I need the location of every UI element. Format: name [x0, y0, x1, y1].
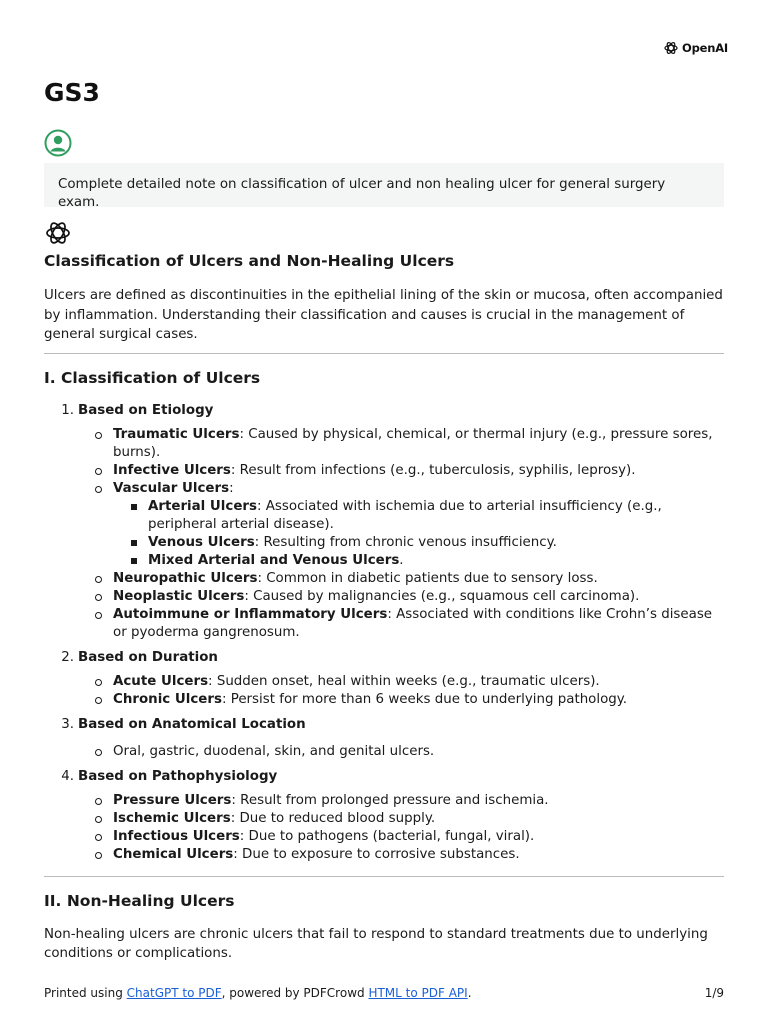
item-term: Traumatic Ulcers — [113, 426, 240, 442]
item-term: Infective Ulcers — [113, 462, 231, 478]
item-desc: : Caused by physical, chemical, or thermal injury (e.g., pressure sores, burns). — [113, 426, 713, 460]
item-desc: : — [229, 480, 234, 496]
non-healing-intro: Non-healing ulcers are chronic ulcers that fail to respond to standard treatments due to underlying conditions or complications. — [44, 926, 708, 961]
item-term: Neuropathic Ulcers — [113, 570, 258, 586]
list-item — [113, 691, 724, 709]
item-desc: : Due to reduced blood supply. — [230, 810, 436, 826]
footer-middle: , powered by PDFCrowd — [221, 986, 369, 1000]
divider — [44, 353, 724, 354]
divider — [44, 876, 724, 877]
list-item — [113, 606, 724, 642]
list-item — [113, 846, 724, 864]
pathophysiology-list — [44, 792, 724, 864]
item-desc: : Resulting from chronic venous insufficiency. — [254, 534, 557, 550]
print-footer — [44, 986, 724, 1000]
list-number: 1. — [61, 402, 74, 418]
footer-suffix: . — [467, 986, 472, 1000]
html-to-pdf-api-link[interactable]: HTML to PDF API — [368, 986, 468, 1000]
item-term: Infectious Ulcers — [113, 828, 240, 844]
item-desc: : Common in diabetic patients due to sensory loss. — [257, 570, 598, 586]
item-desc: : Due to pathogens (bacterial, fungal, viral). — [239, 828, 535, 844]
item-term: Autoimmune or Inflammatory Ulcers — [113, 606, 388, 622]
item-term: Vascular Ulcers — [113, 480, 230, 496]
user-prompt — [44, 163, 724, 210]
item-desc: : Persist for more than 6 weeks due to underlying pathology. — [221, 691, 628, 707]
item-term: Ischemic Ulcers — [113, 810, 231, 826]
footer-credit — [44, 986, 472, 1000]
item-term: Chemical Ulcers — [113, 846, 234, 862]
item-desc: : Caused by malignancies (e.g., squamous cell carcinoma). — [244, 588, 640, 604]
item-desc: : Result from prolonged pressure and ischemia. — [231, 792, 549, 808]
item-desc: . — [399, 552, 404, 568]
item-term: Arterial Ulcers — [148, 498, 257, 514]
list-item-label: Based on Anatomical Location — [78, 716, 306, 732]
item-term: Chronic Ulcers — [113, 691, 222, 707]
list-item — [113, 426, 724, 462]
user-prompt-text: Complete detailed note on classification of ulcer and non healing ulcer for general surgery exam. — [58, 177, 666, 210]
list-item — [148, 498, 724, 534]
item-term: Mixed Arterial and Venous Ulcers — [148, 552, 400, 568]
list-item — [148, 534, 724, 552]
item-term: Neoplastic Ulcers — [113, 588, 245, 604]
item-desc: : Associated with ischemia due to arterial insufficiency (e.g., peripheral arterial disease). — [148, 498, 662, 532]
response-heading: Classification of Ulcers and Non-Healing Ulcers — [44, 252, 455, 270]
list-number: 2. — [61, 649, 74, 665]
response-intro: Ulcers are defined as discontinuities in the epithelial lining of the skin or mucosa, often accompanied by inflammation. Understanding their classification and causes is crucial in the management of general surgical cases. — [44, 288, 723, 342]
footer-prefix: Printed using — [44, 986, 127, 1000]
vascular-sublist — [113, 498, 724, 570]
list-item — [113, 588, 724, 606]
list-item — [113, 810, 724, 828]
item-term: Venous Ulcers — [148, 534, 255, 550]
openai-logo-icon — [663, 40, 679, 56]
page-title: GS3 — [44, 78, 100, 107]
list-number: 4. — [61, 768, 74, 784]
list-item — [44, 768, 724, 864]
brand-name: OpenAI — [682, 41, 728, 55]
chatgpt-logo-icon — [44, 219, 72, 247]
list-item — [44, 402, 724, 642]
list-item — [44, 716, 724, 761]
item-desc: : Result from infections (e.g., tuberculosis, syphilis, leprosy). — [230, 462, 636, 478]
location-list — [44, 743, 724, 761]
list-item-label: Based on Pathophysiology — [78, 768, 278, 784]
list-item-label: Based on Etiology — [78, 402, 214, 418]
list-number: 3. — [61, 716, 74, 732]
item-desc: : Sudden onset, heal within weeks (e.g., traumatic ulcers). — [208, 673, 600, 689]
item-desc: : Associated with conditions like Crohn’s disease or pyoderma gangrenosum. — [113, 606, 713, 640]
list-item — [113, 480, 724, 570]
duration-list — [44, 673, 724, 709]
list-item — [148, 552, 724, 570]
list-item — [113, 792, 724, 810]
list-item — [113, 828, 724, 846]
item-desc: Oral, gastric, duodenal, skin, and genital ulcers. — [113, 743, 435, 759]
etiology-list — [44, 426, 724, 642]
page-number: 1/9 — [704, 986, 724, 1000]
list-item — [44, 649, 724, 709]
section-heading-non-healing: II. Non-Healing Ulcers — [44, 891, 235, 910]
list-item — [113, 673, 724, 691]
assistant-response — [44, 252, 724, 964]
list-item — [113, 462, 724, 480]
list-item — [113, 570, 724, 588]
item-term: Acute Ulcers — [113, 673, 209, 689]
list-item-label: Based on Duration — [78, 649, 218, 665]
chatgpt-to-pdf-link[interactable]: ChatGPT to PDF — [126, 986, 222, 1000]
user-avatar-icon — [44, 129, 72, 157]
item-desc: : Due to exposure to corrosive substances. — [233, 846, 520, 862]
brand-logo — [663, 40, 728, 56]
classification-list — [44, 402, 724, 864]
section-heading-classification: I. Classification of Ulcers — [44, 368, 261, 387]
item-term: Pressure Ulcers — [113, 792, 232, 808]
list-item — [113, 743, 724, 761]
